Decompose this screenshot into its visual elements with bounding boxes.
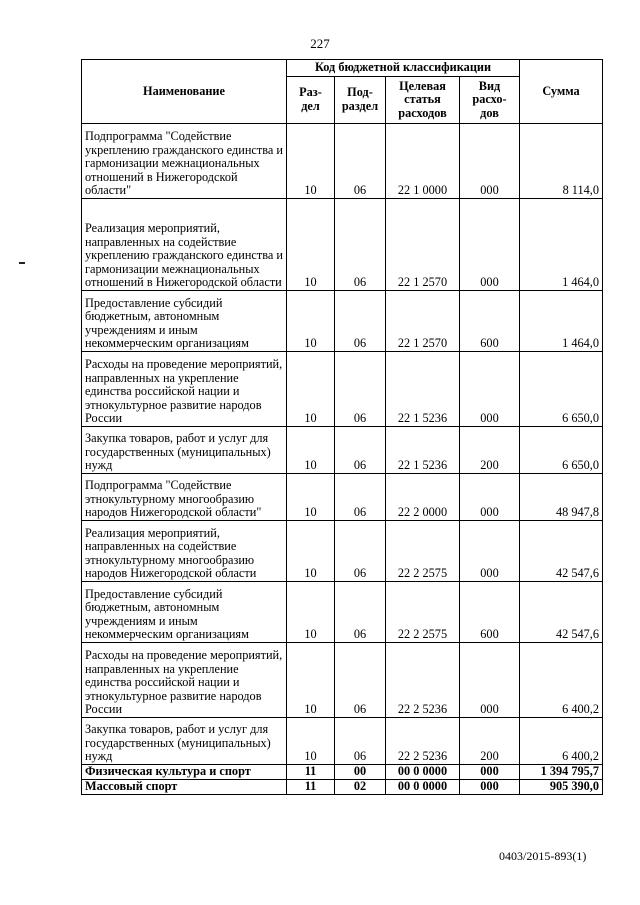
row-sum: 1 464,0 <box>520 199 603 291</box>
row-podrazdel: 06 <box>335 124 386 199</box>
table-row <box>82 582 603 643</box>
row-name: Массовый спорт <box>82 780 287 795</box>
row-razdel: 10 <box>287 718 335 765</box>
row-razdel: 10 <box>287 474 335 521</box>
header-classification-label: Код бюджетной классификации <box>314 60 492 75</box>
row-sum: 42 547,6 <box>520 521 603 582</box>
row-target: 22 2 2575 <box>386 582 460 643</box>
table-row <box>82 427 603 474</box>
row-sum: 6 400,2 <box>520 643 603 718</box>
row-target: 22 2 2575 <box>386 521 460 582</box>
row-razdel: 10 <box>287 199 335 291</box>
row-sum: 6 650,0 <box>520 427 603 474</box>
row-vid: 000 <box>460 765 520 780</box>
row-podrazdel: 06 <box>335 291 386 352</box>
header-podrazdel: Под- раздел <box>335 77 386 124</box>
row-name: Закупка товаров, работ и услуг для государственных (муниципальных) нужд <box>82 427 287 474</box>
row-vid: 000 <box>460 780 520 795</box>
row-vid: 000 <box>460 199 520 291</box>
document-code: 0403/2015-893(1) <box>499 849 587 863</box>
row-name: Предоставление субсидий бюджетным, автономным учреждениям и иным некоммерческим организациям <box>82 291 287 352</box>
page-number: 227 <box>310 36 330 51</box>
row-razdel: 11 <box>287 765 335 780</box>
row-name: Реализация мероприятий, направленных на содействие этнокультурному многообразию народов Нижегородской области <box>82 521 287 582</box>
table-row <box>82 780 603 795</box>
row-podrazdel: 02 <box>335 780 386 795</box>
header-name-label: Наименование <box>143 83 225 98</box>
row-razdel: 10 <box>287 521 335 582</box>
table-row <box>82 291 603 352</box>
row-podrazdel: 06 <box>335 352 386 427</box>
row-vid: 000 <box>460 643 520 718</box>
row-name: Физическая культура и спорт <box>82 765 287 780</box>
row-target: 22 2 5236 <box>386 718 460 765</box>
row-razdel: 10 <box>287 291 335 352</box>
header-name <box>82 60 287 124</box>
row-target: 00 0 0000 <box>386 780 460 795</box>
row-name: Подпрограмма "Содействие этнокультурному многообразию народов Нижегородской области" <box>82 474 287 521</box>
row-podrazdel: 06 <box>335 199 386 291</box>
budget-table <box>81 59 603 795</box>
row-sum: 6 650,0 <box>520 352 603 427</box>
row-name: Реализация мероприятий, направленных на содействие укреплению гражданского единства и гармонизации межнациональных отношений в Нижегородской области <box>82 199 287 291</box>
row-target: 22 1 5236 <box>386 427 460 474</box>
row-target: 22 1 2570 <box>386 199 460 291</box>
row-razdel: 11 <box>287 780 335 795</box>
table-row <box>82 765 603 780</box>
row-sum: 48 947,8 <box>520 474 603 521</box>
row-target: 00 0 0000 <box>386 765 460 780</box>
row-podrazdel: 06 <box>335 643 386 718</box>
row-vid: 000 <box>460 474 520 521</box>
header-target: Целевая статья расходов <box>386 77 460 124</box>
row-sum: 8 114,0 <box>520 124 603 199</box>
row-target: 22 1 2570 <box>386 291 460 352</box>
row-podrazdel: 06 <box>335 582 386 643</box>
row-podrazdel: 06 <box>335 718 386 765</box>
row-name: Закупка товаров, работ и услуг для государственных (муниципальных) нужд <box>82 718 287 765</box>
row-podrazdel: 06 <box>335 474 386 521</box>
row-razdel: 10 <box>287 124 335 199</box>
table-row <box>82 474 603 521</box>
row-target: 22 1 0000 <box>386 124 460 199</box>
row-name: Расходы на проведение мероприятий, направленных на укрепление единства российской нации и этнокультурное развитие народов России <box>82 643 287 718</box>
table-row <box>82 643 603 718</box>
row-vid: 600 <box>460 291 520 352</box>
row-sum: 1 464,0 <box>520 291 603 352</box>
row-sum: 1 394 795,7 <box>520 765 603 780</box>
table-row <box>82 124 603 199</box>
margin-mark <box>19 262 25 264</box>
table-row <box>82 199 603 291</box>
header-vid: Вид расхо- дов <box>460 77 520 124</box>
row-vid: 000 <box>460 124 520 199</box>
row-sum: 6 400,2 <box>520 718 603 765</box>
row-razdel: 10 <box>287 352 335 427</box>
header-sum-label: Сумма <box>542 83 580 98</box>
row-podrazdel: 06 <box>335 521 386 582</box>
row-vid: 200 <box>460 427 520 474</box>
table-body <box>82 124 603 795</box>
row-name: Подпрограмма "Содействие укреплению гражданского единства и гармонизации межнациональных отношений в Нижегородской области" <box>82 124 287 199</box>
table-row <box>82 718 603 765</box>
row-name: Предоставление субсидий бюджетным, автономным учреждениям и иным некоммерческим организациям <box>82 582 287 643</box>
row-name: Расходы на проведение мероприятий, направленных на укрепление единства российской нации и этнокультурное развитие народов России <box>82 352 287 427</box>
row-vid: 000 <box>460 352 520 427</box>
row-podrazdel: 00 <box>335 765 386 780</box>
row-razdel: 10 <box>287 643 335 718</box>
row-sum: 905 390,0 <box>520 780 603 795</box>
row-target: 22 2 5236 <box>386 643 460 718</box>
table-row <box>82 352 603 427</box>
table-row <box>82 521 603 582</box>
header-classification <box>287 60 520 77</box>
row-vid: 200 <box>460 718 520 765</box>
row-podrazdel: 06 <box>335 427 386 474</box>
row-razdel: 10 <box>287 427 335 474</box>
row-razdel: 10 <box>287 582 335 643</box>
row-vid: 600 <box>460 582 520 643</box>
header-sum <box>520 60 603 124</box>
row-target: 22 2 0000 <box>386 474 460 521</box>
row-vid: 000 <box>460 521 520 582</box>
header-razdel: Раз- дел <box>287 77 335 124</box>
row-target: 22 1 5236 <box>386 352 460 427</box>
row-sum: 42 547,6 <box>520 582 603 643</box>
